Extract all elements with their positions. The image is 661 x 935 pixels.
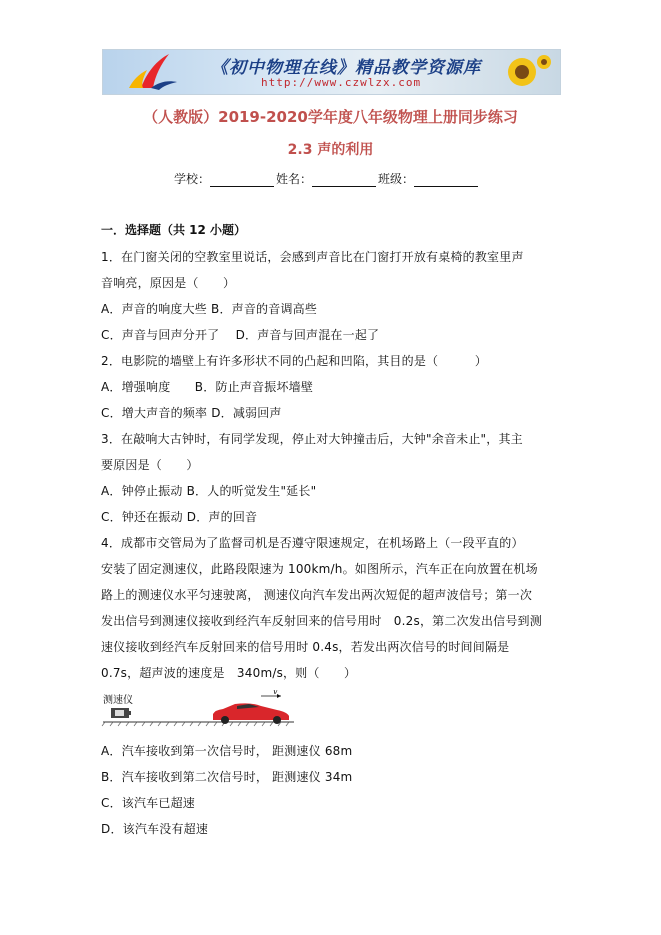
class-blank[interactable] (414, 174, 478, 187)
question-line: 速仪接收到经汽车反射回来的信号用时 0.4s，若发出两次信号的时间间隔是 (101, 640, 510, 654)
logo-icon (121, 52, 181, 92)
question-line: 发出信号到测速仪接收到经汽车反射回来的信号用时 0.2s，第二次发出信号到测 (101, 614, 542, 628)
school-blank[interactable] (210, 174, 274, 187)
option-line: A．声音的响度大些 B．声音的音调高些 (101, 302, 318, 316)
option-line: D．该汽车没有超速 (101, 822, 209, 836)
option-line: A．增强响度 B．防止声音振坏墙壁 (101, 380, 314, 394)
section-heading: 一．选择题（共 12 小题） (101, 223, 247, 237)
option-line: C．声音与回声分开了 D．声音与回声混在一起了 (101, 328, 380, 342)
option-line: A．钟停止振动 B．人的听觉发生"延长" (101, 484, 317, 498)
option-line: C．钟还在振动 D．声的回音 (101, 510, 258, 524)
student-info-line (174, 170, 480, 187)
document-title: （人教版）2019-2020学年度八年级物理上册同步练习 (143, 108, 518, 126)
speed-camera-icon (111, 708, 131, 718)
question-line: 安装了固定测速仪，此路段限速为 100km/h。如图所示，汽车正在向放置在机场 (101, 562, 538, 576)
option-line: B．汽车接收到第二次信号时， 距测速仪 34m (101, 770, 353, 784)
question-line: 要原因是（ ） (101, 458, 199, 472)
question-line: 0.7s，超声波的速度是 340m/s，则（ ） (101, 666, 357, 680)
document-subtitle: 2.3 声的利用 (287, 142, 374, 158)
question-line: 音响亮，原因是（ ） (101, 276, 236, 290)
velocity-label: v (273, 690, 278, 696)
option-line: C．该汽车已超速 (101, 796, 195, 810)
banner-title: 《初中物理在线》精品教学资源库 (211, 58, 481, 78)
question-line: 1．在门窗关闭的空教室里说话，会感到声音比在门窗打开放有桌椅的教室里声 (101, 250, 524, 264)
car-icon (213, 703, 289, 724)
name-label: 姓名： (276, 172, 313, 186)
question-line: 2．电影院的墙壁上有许多形状不同的凸起和凹陷，其目的是（ ） (101, 354, 488, 368)
option-line: C．增大声音的频率 D．减弱回声 (101, 406, 282, 420)
option-line: A．汽车接收到第一次信号时， 距测速仪 68m (101, 744, 353, 758)
speed-camera-figure (101, 690, 296, 730)
school-label: 学校： (174, 172, 211, 186)
question-line: 4．成都市交管局为了监督司机是否遵守限速规定，在机场路上（一段平直的） (101, 536, 524, 550)
sunflower-icon (492, 52, 552, 92)
question-line: 路上的测速仪水平匀速驶离， 测速仪向汽车发出两次短促的超声波信号；第一次 (101, 588, 533, 602)
device-label: 测速仪 (103, 695, 133, 706)
question-line: 3．在敲响大古钟时，有同学发现，停止对大钟撞击后，大钟"余音未止"，其主 (101, 432, 523, 446)
header-banner (102, 49, 561, 95)
class-label: 班级： (378, 172, 415, 186)
banner-url[interactable]: http://www.czwlzx.com (261, 76, 422, 89)
name-blank[interactable] (312, 174, 376, 187)
